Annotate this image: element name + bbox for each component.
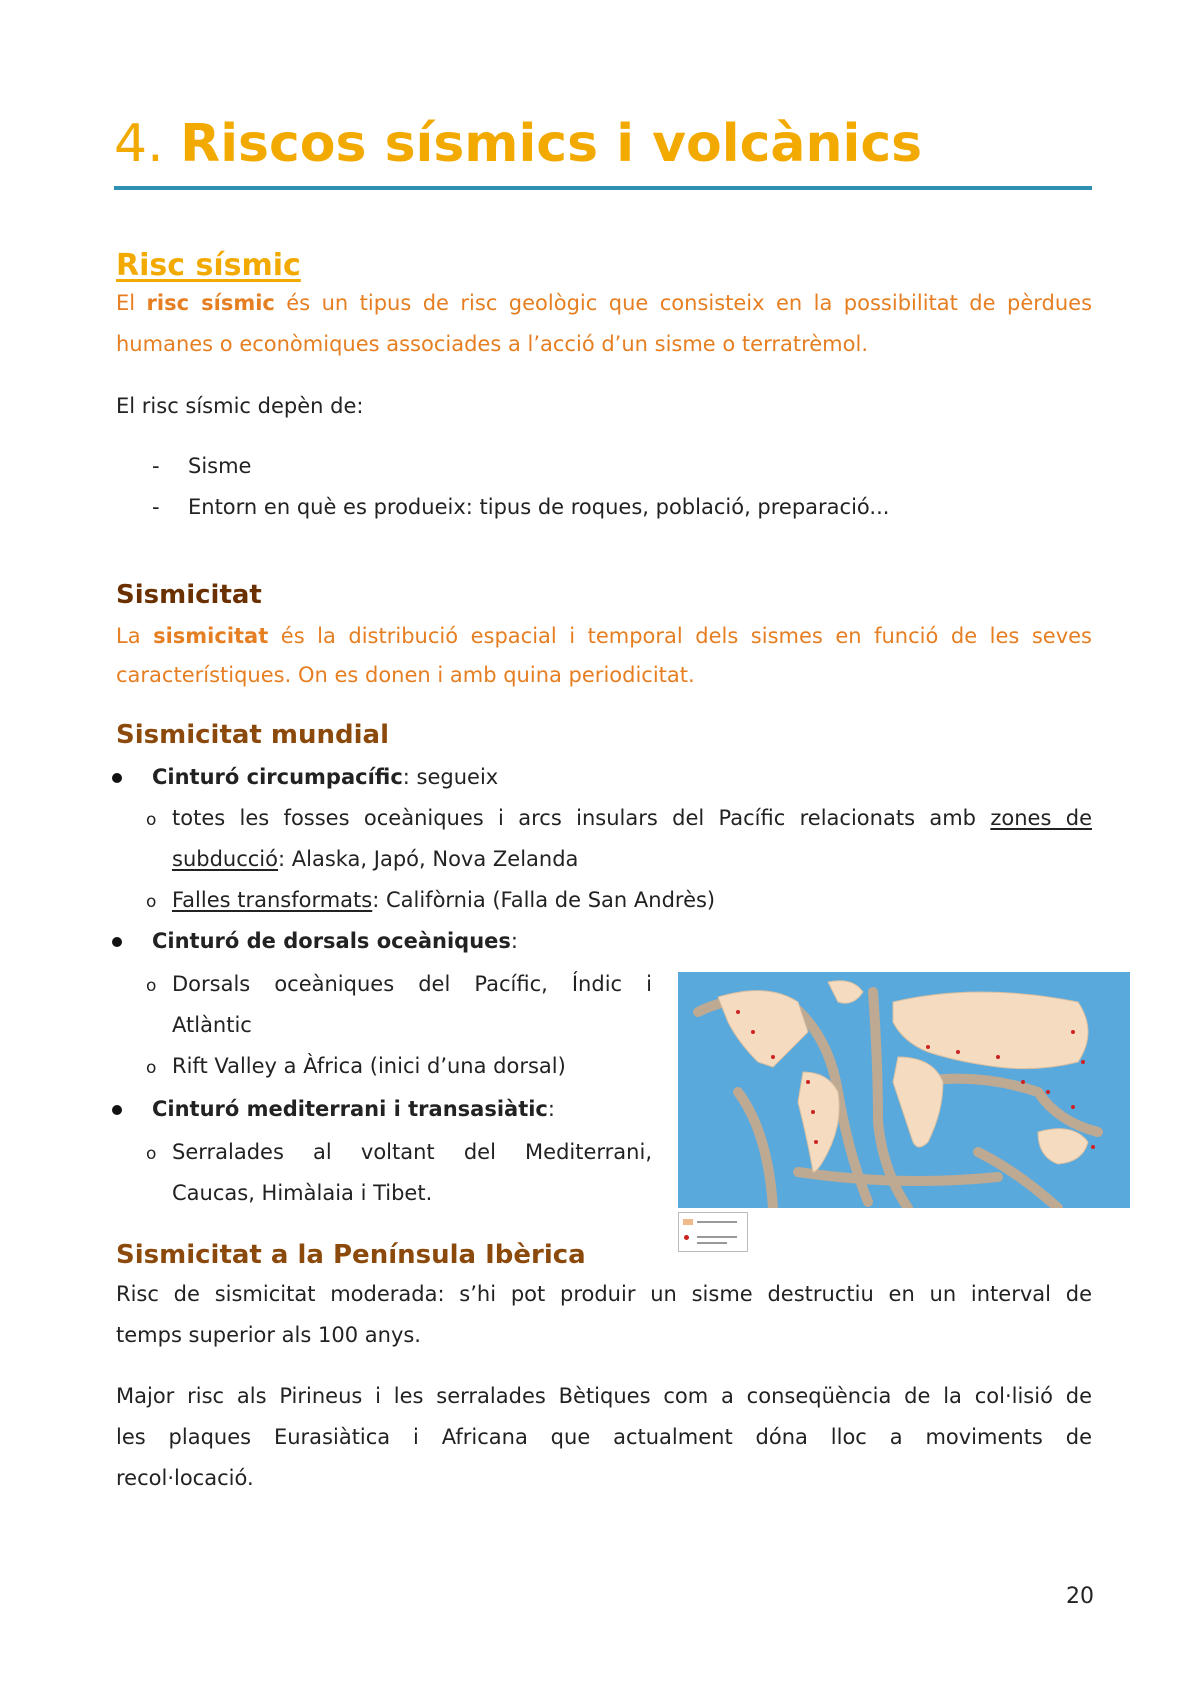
- sub-bullet-fosses-line2: [172, 839, 1148, 880]
- sub-bullet-falles: [172, 880, 1148, 921]
- risc-depen-text: El risc sísmic depèn de:: [116, 394, 364, 418]
- underlined-term: Falles transformats: [172, 888, 373, 912]
- text-fragment: : Alaska, Japó, Nova Zelanda: [278, 847, 579, 871]
- dash-item-sisme: Sisme: [188, 454, 252, 478]
- text-fragment: :: [547, 1097, 555, 1121]
- underlined-term: zones de: [990, 806, 1092, 830]
- bullet-label: Cinturó mediterrani i transasiàtic: [152, 1097, 548, 1121]
- legend-text-line: [697, 1221, 737, 1223]
- bullet-label: Cinturó circumpacífic: [152, 765, 403, 789]
- text-fragment: :: [510, 929, 518, 953]
- text-fragment: és un tipus de risc geològic que consisteix en la possibilitat de pèrdues: [274, 291, 1093, 315]
- iberica-p1-line2: temps superior als 100 anys.: [116, 1323, 421, 1347]
- title-rule: [114, 186, 1092, 190]
- text-fragment: La: [116, 624, 154, 648]
- text-fragment: : Califòrnia (Falla de San Andrès): [372, 888, 716, 912]
- chapter-title: [114, 112, 922, 176]
- section-heading-risc-sismic: Risc sísmic: [116, 248, 301, 283]
- bullet-label: Cinturó de dorsals oceàniques: [152, 929, 511, 953]
- bullet-cinturo-dorsals: [152, 921, 1128, 962]
- sub-bullet-marker: o: [146, 1058, 157, 1078]
- legend-swatch-epicenter: [684, 1235, 689, 1240]
- section-heading-sismicitat: Sismicitat: [116, 580, 262, 610]
- dash-marker: -: [152, 454, 160, 478]
- underlined-term: subducció: [172, 847, 278, 871]
- legend-text-line: [697, 1236, 737, 1238]
- sub-bullet-serralades-line2: Caucas, Himàlaia i Tibet.: [172, 1181, 433, 1205]
- text-fragment: El: [116, 291, 147, 315]
- page-number: 20: [1066, 1584, 1094, 1609]
- sub-bullet-marker: o: [146, 1144, 157, 1164]
- legend-swatch-zone: [683, 1219, 693, 1225]
- sub-bullet-marker: o: [146, 976, 157, 996]
- sismicitat-definition-line2: característiques. On es donen i amb quina periodicitat.: [116, 663, 695, 687]
- sub-bullet-marker: o: [146, 892, 157, 912]
- risc-definition-line2: humanes o econòmiques associades a l’acció d’un sisme o terratrèmol.: [116, 332, 868, 356]
- iberica-p2-line3: recol·locació.: [116, 1466, 254, 1490]
- legend-text-line: [697, 1242, 727, 1244]
- section-heading-sismicitat-mundial: Sismicitat mundial: [116, 720, 389, 750]
- bullet-cinturo-circumpacific: [152, 757, 1128, 798]
- sub-bullet-fosses-line1: [172, 798, 1092, 839]
- sub-bullet-marker: o: [146, 810, 157, 830]
- iberica-p1-line1: Risc de sismicitat moderada: s’hi pot produir un sisme destructiu en un interval de: [116, 1282, 1092, 1306]
- bullet-marker: [112, 937, 122, 947]
- iberica-p2-line1: Major risc als Pirineus i les serralades Bètiques com a conseqüència de la col·lisió de: [116, 1384, 1092, 1408]
- bullet-marker: [112, 1105, 122, 1115]
- risc-definition-line1: [116, 283, 1092, 324]
- text-fragment: : segueix: [402, 765, 499, 789]
- map-legend: [678, 1212, 748, 1252]
- chapter-number: 4.: [114, 114, 164, 174]
- sub-bullet-dorsals-line2: Atlàntic: [172, 1013, 252, 1037]
- bullet-marker: [112, 773, 122, 783]
- chapter-title-text: Riscos sísmics i volcànics: [180, 114, 923, 174]
- text-fragment: és la distribució espacial i temporal dels sismes en funció de les seves: [268, 624, 1092, 648]
- iberica-p2-line2: les plaques Eurasiàtica i Africana que actualment dóna lloc a moviments de: [116, 1425, 1092, 1449]
- dash-item-entorn: Entorn en què es produeix: tipus de roques, població, preparació...: [188, 495, 890, 519]
- world-seismicity-map: [678, 972, 1130, 1208]
- sub-bullet-serralades-line1: Serralades al voltant del Mediterrani,: [172, 1140, 652, 1164]
- sub-bullet-rift-valley: Rift Valley a Àfrica (inici d’una dorsal): [172, 1054, 566, 1078]
- dash-marker: -: [152, 495, 160, 519]
- term-risc-sismic: risc sísmic: [146, 291, 275, 315]
- sismicitat-definition-line1: [116, 616, 1092, 657]
- term-sismicitat: sismicitat: [153, 624, 269, 648]
- text-fragment: totes les fosses oceàniques i arcs insulars del Pacífic relacionats amb: [172, 806, 991, 830]
- sub-bullet-dorsals-line1: Dorsals oceàniques del Pacífic, Índic i: [172, 972, 652, 996]
- section-heading-sismicitat-iberica: Sismicitat a la Península Ibèrica: [116, 1240, 586, 1270]
